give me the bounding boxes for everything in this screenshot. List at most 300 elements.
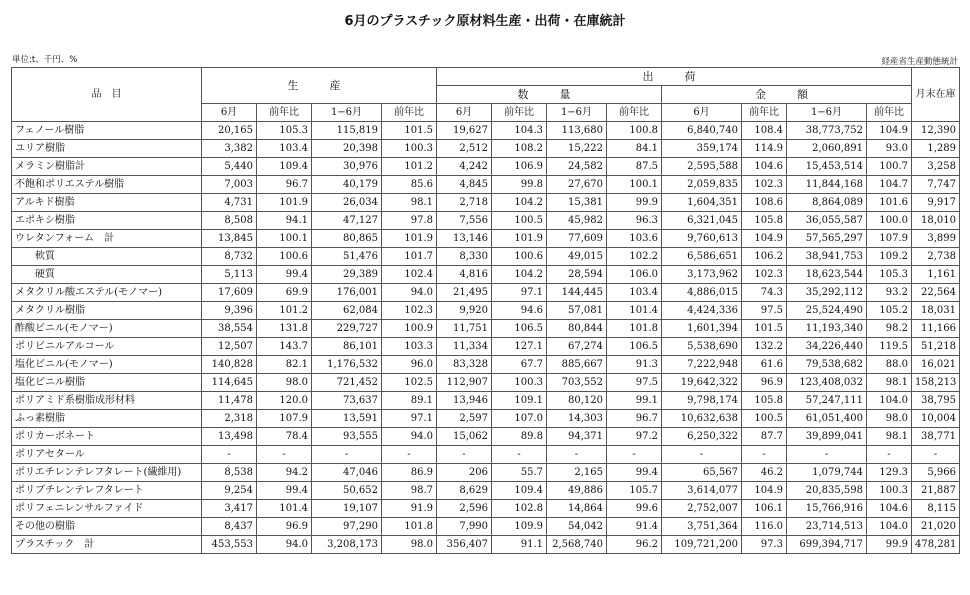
table-cell: 102.4 bbox=[382, 266, 437, 284]
row-item-name: 塩化ビニル樹脂 bbox=[12, 374, 202, 392]
table-cell: 703,552 bbox=[547, 374, 607, 392]
table-row bbox=[12, 500, 960, 518]
table-cell: 106.0 bbox=[607, 266, 662, 284]
table-cell: 57,565,297 bbox=[787, 230, 867, 248]
table-cell: 8,864,089 bbox=[787, 194, 867, 212]
row-item-name: メタクリル酸エステル(モノマー) bbox=[12, 284, 202, 302]
table-cell: 86.9 bbox=[382, 464, 437, 482]
table-cell: 94.2 bbox=[257, 464, 312, 482]
header-amount: 金 額 bbox=[662, 86, 912, 104]
table-cell: 98.7 bbox=[382, 482, 437, 500]
table-cell: 99.6 bbox=[607, 500, 662, 518]
table-cell: 109.2 bbox=[867, 248, 912, 266]
table-cell: 100.3 bbox=[382, 140, 437, 158]
table-cell: 98.0 bbox=[382, 536, 437, 554]
row-item-name: 硬質 bbox=[12, 266, 202, 284]
table-cell: 99.1 bbox=[607, 392, 662, 410]
table-row bbox=[12, 374, 960, 392]
table-cell: 21,020 bbox=[912, 518, 960, 536]
table-cell: 2,568,740 bbox=[547, 536, 607, 554]
table-cell: 80,865 bbox=[312, 230, 382, 248]
table-cell: 7,222,948 bbox=[662, 356, 742, 374]
table-cell: 3,258 bbox=[912, 158, 960, 176]
table-cell: 101.5 bbox=[382, 122, 437, 140]
table-cell: 105.3 bbox=[867, 266, 912, 284]
unit-note: 単位:t、千円、% bbox=[12, 55, 78, 65]
header-prod-ytd-yoy: 前年比 bbox=[382, 104, 437, 122]
table-cell: 478,281 bbox=[912, 536, 960, 554]
table-cell: 8,629 bbox=[437, 482, 492, 500]
table-cell: 97.8 bbox=[382, 212, 437, 230]
table-cell: 87.7 bbox=[742, 428, 787, 446]
table-cell: 96.0 bbox=[382, 356, 437, 374]
row-item-name: その他の樹脂 bbox=[12, 518, 202, 536]
table-cell: 105.8 bbox=[742, 392, 787, 410]
table-cell: 100.0 bbox=[867, 212, 912, 230]
table-cell: 65,567 bbox=[662, 464, 742, 482]
table-cell: 114,645 bbox=[202, 374, 257, 392]
table-cell: 101.4 bbox=[257, 500, 312, 518]
table-cell: 9,798,174 bbox=[662, 392, 742, 410]
table-cell: 102.2 bbox=[607, 248, 662, 266]
table-cell: 106.5 bbox=[607, 338, 662, 356]
table-cell: 8,437 bbox=[202, 518, 257, 536]
header-qty-month: 6月 bbox=[437, 104, 492, 122]
table-cell: - bbox=[382, 446, 437, 464]
table-cell: 100.5 bbox=[492, 212, 547, 230]
table-cell: 100.1 bbox=[607, 176, 662, 194]
table-cell: 61,051,400 bbox=[787, 410, 867, 428]
table-cell: 97.1 bbox=[492, 284, 547, 302]
table-cell: 93.0 bbox=[867, 140, 912, 158]
table-cell: 18,010 bbox=[912, 212, 960, 230]
table-cell: 96.9 bbox=[742, 374, 787, 392]
table-cell: 67.7 bbox=[492, 356, 547, 374]
table-cell: 144,445 bbox=[547, 284, 607, 302]
table-cell: 109.4 bbox=[257, 158, 312, 176]
table-cell: 69.9 bbox=[257, 284, 312, 302]
table-cell: 1,604,351 bbox=[662, 194, 742, 212]
table-cell: - bbox=[257, 446, 312, 464]
table-row bbox=[12, 266, 960, 284]
table-cell: 107.9 bbox=[257, 410, 312, 428]
table-cell: 4,242 bbox=[437, 158, 492, 176]
table-cell: 102.8 bbox=[492, 500, 547, 518]
table-cell: 85.6 bbox=[382, 176, 437, 194]
table-cell: - bbox=[787, 446, 867, 464]
table-cell: 5,440 bbox=[202, 158, 257, 176]
header-prod-month: 6月 bbox=[202, 104, 257, 122]
header-shipment: 出 荷 bbox=[437, 68, 912, 86]
table-cell: 13,946 bbox=[437, 392, 492, 410]
table-cell: 98.0 bbox=[867, 410, 912, 428]
table-row bbox=[12, 302, 960, 320]
table-cell: 55.7 bbox=[492, 464, 547, 482]
header-stock: 月末在庫 bbox=[912, 68, 960, 122]
table-cell: 101.7 bbox=[382, 248, 437, 266]
table-cell: 101.8 bbox=[382, 518, 437, 536]
table-cell: 115,819 bbox=[312, 122, 382, 140]
table-cell: 21,495 bbox=[437, 284, 492, 302]
table-cell: 20,398 bbox=[312, 140, 382, 158]
table-cell: 100.3 bbox=[867, 482, 912, 500]
table-row bbox=[12, 212, 960, 230]
table-cell: 38,554 bbox=[202, 320, 257, 338]
table-cell: 3,417 bbox=[202, 500, 257, 518]
row-item-name: エポキシ樹脂 bbox=[12, 212, 202, 230]
table-cell: 699,394,717 bbox=[787, 536, 867, 554]
table-cell: 11,334 bbox=[437, 338, 492, 356]
table-cell: 24,582 bbox=[547, 158, 607, 176]
table-cell: 97.5 bbox=[607, 374, 662, 392]
table-cell: 7,556 bbox=[437, 212, 492, 230]
table-cell: 104.9 bbox=[742, 482, 787, 500]
table-cell: 2,318 bbox=[202, 410, 257, 428]
table-cell: 91.3 bbox=[607, 356, 662, 374]
header-production: 生 産 bbox=[202, 68, 437, 104]
table-cell: 359,174 bbox=[662, 140, 742, 158]
table-cell: 119.5 bbox=[867, 338, 912, 356]
row-item-name: 塩化ビニル(モノマー) bbox=[12, 356, 202, 374]
table-cell: 104.3 bbox=[492, 122, 547, 140]
table-cell: 5,113 bbox=[202, 266, 257, 284]
table-cell: 97.2 bbox=[607, 428, 662, 446]
table-cell: 10,004 bbox=[912, 410, 960, 428]
source-note: 経産省生産動態統計 bbox=[881, 57, 958, 67]
table-cell: 46.2 bbox=[742, 464, 787, 482]
row-item-name: ポリアセタール bbox=[12, 446, 202, 464]
table-cell: - bbox=[662, 446, 742, 464]
table-cell: 7,003 bbox=[202, 176, 257, 194]
table-cell: 140,828 bbox=[202, 356, 257, 374]
table-cell: 89.8 bbox=[492, 428, 547, 446]
table-cell: 104.7 bbox=[867, 176, 912, 194]
table-cell: 2,718 bbox=[437, 194, 492, 212]
table-cell: 83,328 bbox=[437, 356, 492, 374]
table-cell: 39,899,041 bbox=[787, 428, 867, 446]
table-cell: 18,623,544 bbox=[787, 266, 867, 284]
table-row bbox=[12, 176, 960, 194]
table-cell: 67,274 bbox=[547, 338, 607, 356]
table-cell: - bbox=[547, 446, 607, 464]
table-cell: 102.3 bbox=[382, 302, 437, 320]
header-prod-ytd: 1−6月 bbox=[312, 104, 382, 122]
table-cell: 3,899 bbox=[912, 230, 960, 248]
table-cell: 176,001 bbox=[312, 284, 382, 302]
table-cell: 25,524,490 bbox=[787, 302, 867, 320]
table-cell: 8,330 bbox=[437, 248, 492, 266]
table-cell: 7,747 bbox=[912, 176, 960, 194]
table-cell: 11,193,340 bbox=[787, 320, 867, 338]
row-item-name: ポリエチレンテレフタレート(繊維用) bbox=[12, 464, 202, 482]
table-cell: 106.5 bbox=[492, 320, 547, 338]
header-item: 品 目 bbox=[12, 68, 202, 122]
table-cell: 2,752,007 bbox=[662, 500, 742, 518]
table-row bbox=[12, 140, 960, 158]
table-cell: 94.0 bbox=[382, 284, 437, 302]
table-cell: 98.2 bbox=[867, 320, 912, 338]
table-cell: 2,595,588 bbox=[662, 158, 742, 176]
header-amt-ytd-yoy: 前年比 bbox=[867, 104, 912, 122]
table-cell: 45,982 bbox=[547, 212, 607, 230]
table-cell: 12,390 bbox=[912, 122, 960, 140]
table-row bbox=[12, 446, 960, 464]
table-cell: 143.7 bbox=[257, 338, 312, 356]
table-cell: 15,381 bbox=[547, 194, 607, 212]
table-cell: 78.4 bbox=[257, 428, 312, 446]
table-cell: 47,046 bbox=[312, 464, 382, 482]
table-cell: 112,907 bbox=[437, 374, 492, 392]
table-cell: 97.3 bbox=[742, 536, 787, 554]
table-cell: 80,844 bbox=[547, 320, 607, 338]
table-cell: 84.1 bbox=[607, 140, 662, 158]
table-cell: 108.2 bbox=[492, 140, 547, 158]
table-cell: 6,586,651 bbox=[662, 248, 742, 266]
table-cell: 93.2 bbox=[867, 284, 912, 302]
table-cell: 51,218 bbox=[912, 338, 960, 356]
row-item-name: アルキド樹脂 bbox=[12, 194, 202, 212]
table-cell: 6,840,740 bbox=[662, 122, 742, 140]
header-amt-month: 6月 bbox=[662, 104, 742, 122]
table-cell: 20,165 bbox=[202, 122, 257, 140]
table-cell: 6,250,322 bbox=[662, 428, 742, 446]
row-item-name: ポリカーボネート bbox=[12, 428, 202, 446]
table-cell: 86,101 bbox=[312, 338, 382, 356]
table-row bbox=[12, 482, 960, 500]
table-cell: 104.0 bbox=[867, 518, 912, 536]
table-cell: 96.3 bbox=[607, 212, 662, 230]
table-cell: 13,146 bbox=[437, 230, 492, 248]
table-cell: 27,670 bbox=[547, 176, 607, 194]
table-cell: 113,680 bbox=[547, 122, 607, 140]
table-cell: 10,632,638 bbox=[662, 410, 742, 428]
table-cell: 61.6 bbox=[742, 356, 787, 374]
row-item-name: ポリフェニレンサルファイド bbox=[12, 500, 202, 518]
table-cell: 100.1 bbox=[257, 230, 312, 248]
table-cell: 101.4 bbox=[607, 302, 662, 320]
table-cell: 101.9 bbox=[492, 230, 547, 248]
table-cell: 97,290 bbox=[312, 518, 382, 536]
table-cell: 19,627 bbox=[437, 122, 492, 140]
table-cell: 127.1 bbox=[492, 338, 547, 356]
table-cell: 17,609 bbox=[202, 284, 257, 302]
table-cell: 18,031 bbox=[912, 302, 960, 320]
table-cell: 99.4 bbox=[257, 266, 312, 284]
table-cell: 114.9 bbox=[742, 140, 787, 158]
table-cell: 103.6 bbox=[607, 230, 662, 248]
table-cell: 100.9 bbox=[382, 320, 437, 338]
row-item-name: ポリブチレンテレフタレート bbox=[12, 482, 202, 500]
table-cell: 101.2 bbox=[382, 158, 437, 176]
table-cell: 51,476 bbox=[312, 248, 382, 266]
table-cell: 101.5 bbox=[742, 320, 787, 338]
table-cell: 54,042 bbox=[547, 518, 607, 536]
table-cell: 107.9 bbox=[867, 230, 912, 248]
header-qty-yoy: 前年比 bbox=[492, 104, 547, 122]
table-cell: 108.6 bbox=[742, 194, 787, 212]
table-cell: 109.1 bbox=[492, 392, 547, 410]
table-cell: 2,060,891 bbox=[787, 140, 867, 158]
table-cell: 35,292,112 bbox=[787, 284, 867, 302]
table-cell: 108.4 bbox=[742, 122, 787, 140]
row-item-name: ふっ素樹脂 bbox=[12, 410, 202, 428]
table-cell: 100.3 bbox=[492, 374, 547, 392]
table-cell: 3,382 bbox=[202, 140, 257, 158]
table-cell: 13,498 bbox=[202, 428, 257, 446]
table-cell: 9,920 bbox=[437, 302, 492, 320]
table-cell: 6,321,045 bbox=[662, 212, 742, 230]
table-cell: 2,738 bbox=[912, 248, 960, 266]
header-amt-ytd: 1−6月 bbox=[787, 104, 867, 122]
table-cell: 14,864 bbox=[547, 500, 607, 518]
table-cell: 106.2 bbox=[742, 248, 787, 266]
table-cell: 356,407 bbox=[437, 536, 492, 554]
header-qty-ytd: 1−6月 bbox=[547, 104, 607, 122]
table-row bbox=[12, 338, 960, 356]
table-cell: 109,721,200 bbox=[662, 536, 742, 554]
table-cell: 104.9 bbox=[867, 122, 912, 140]
table-cell: 49,015 bbox=[547, 248, 607, 266]
table-cell: 57,081 bbox=[547, 302, 607, 320]
table-cell: 106.1 bbox=[742, 500, 787, 518]
table-cell: 123,408,032 bbox=[787, 374, 867, 392]
table-cell: 94.0 bbox=[382, 428, 437, 446]
table-cell: 206 bbox=[437, 464, 492, 482]
table-cell: - bbox=[867, 446, 912, 464]
table-cell: 8,115 bbox=[912, 500, 960, 518]
table-cell: 109.9 bbox=[492, 518, 547, 536]
table-cell: 82.1 bbox=[257, 356, 312, 374]
table-cell: 105.2 bbox=[867, 302, 912, 320]
table-cell: 89.1 bbox=[382, 392, 437, 410]
table-cell: 3,614,077 bbox=[662, 482, 742, 500]
table-cell: 2,512 bbox=[437, 140, 492, 158]
table-cell: 98.1 bbox=[867, 374, 912, 392]
table-cell: 100.7 bbox=[867, 158, 912, 176]
table-cell: 229,727 bbox=[312, 320, 382, 338]
table-cell: 40,179 bbox=[312, 176, 382, 194]
table-cell: 9,254 bbox=[202, 482, 257, 500]
table-cell: 15,453,514 bbox=[787, 158, 867, 176]
table-cell: 102.3 bbox=[742, 176, 787, 194]
table-cell: 50,652 bbox=[312, 482, 382, 500]
table-cell: 721,452 bbox=[312, 374, 382, 392]
table-cell: 8,538 bbox=[202, 464, 257, 482]
table-cell: - bbox=[607, 446, 662, 464]
table-cell: 96.7 bbox=[257, 176, 312, 194]
table-row bbox=[12, 518, 960, 536]
table-cell: 28,594 bbox=[547, 266, 607, 284]
row-item-name: メラミン樹脂計 bbox=[12, 158, 202, 176]
row-item-name: 酢酸ビニル(モノマー) bbox=[12, 320, 202, 338]
table-cell: 97.1 bbox=[382, 410, 437, 428]
table-cell: 129.3 bbox=[867, 464, 912, 482]
table-cell: 15,062 bbox=[437, 428, 492, 446]
row-item-name: 軟質 bbox=[12, 248, 202, 266]
table-cell: 22,564 bbox=[912, 284, 960, 302]
table-cell: 1,289 bbox=[912, 140, 960, 158]
table-cell: 99.9 bbox=[607, 194, 662, 212]
table-cell: 2,596 bbox=[437, 500, 492, 518]
table-cell: 104.2 bbox=[492, 266, 547, 284]
table-cell: 4,845 bbox=[437, 176, 492, 194]
table-cell: 11,478 bbox=[202, 392, 257, 410]
table-cell: 1,601,394 bbox=[662, 320, 742, 338]
table-cell: 9,396 bbox=[202, 302, 257, 320]
table-cell: 91.4 bbox=[607, 518, 662, 536]
table-row bbox=[12, 248, 960, 266]
statistics-table bbox=[11, 67, 960, 554]
table-row bbox=[12, 428, 960, 446]
table-cell: 14,303 bbox=[547, 410, 607, 428]
table-cell: 11,166 bbox=[912, 320, 960, 338]
table-cell: 98.1 bbox=[867, 428, 912, 446]
table-row bbox=[12, 194, 960, 212]
row-item-name: 不飽和ポリエステル樹脂 bbox=[12, 176, 202, 194]
header-amt-yoy: 前年比 bbox=[742, 104, 787, 122]
table-cell: 21,887 bbox=[912, 482, 960, 500]
table-cell: 8,508 bbox=[202, 212, 257, 230]
row-item-name: メタクリル樹脂 bbox=[12, 302, 202, 320]
table-cell: - bbox=[742, 446, 787, 464]
table-cell: 100.6 bbox=[257, 248, 312, 266]
table-cell: 62,084 bbox=[312, 302, 382, 320]
table-cell: 105.3 bbox=[257, 122, 312, 140]
table-row bbox=[12, 320, 960, 338]
table-cell: 15,766,916 bbox=[787, 500, 867, 518]
table-cell: - bbox=[437, 446, 492, 464]
table-cell: 11,751 bbox=[437, 320, 492, 338]
table-cell: 99.4 bbox=[607, 464, 662, 482]
table-row bbox=[12, 410, 960, 428]
table-cell: 3,173,962 bbox=[662, 266, 742, 284]
table-cell: 96.7 bbox=[607, 410, 662, 428]
table-cell: 98.1 bbox=[382, 194, 437, 212]
table-cell: 30,976 bbox=[312, 158, 382, 176]
table-cell: 9,760,613 bbox=[662, 230, 742, 248]
table-cell: 29,389 bbox=[312, 266, 382, 284]
table-cell: 99.4 bbox=[257, 482, 312, 500]
table-cell: 104.0 bbox=[867, 392, 912, 410]
table-cell: 4,816 bbox=[437, 266, 492, 284]
table-cell: 79,538,682 bbox=[787, 356, 867, 374]
table-cell: 101.2 bbox=[257, 302, 312, 320]
table-cell: 94.0 bbox=[257, 536, 312, 554]
table-row bbox=[12, 464, 960, 482]
table-row bbox=[12, 284, 960, 302]
table-cell: 101.9 bbox=[382, 230, 437, 248]
table-cell: 38,795 bbox=[912, 392, 960, 410]
table-cell: 104.6 bbox=[742, 158, 787, 176]
row-item-name: フェノール樹脂 bbox=[12, 122, 202, 140]
table-cell: 1,161 bbox=[912, 266, 960, 284]
table-cell: 20,835,598 bbox=[787, 482, 867, 500]
table-cell: 101.9 bbox=[257, 194, 312, 212]
table-cell: 103.3 bbox=[382, 338, 437, 356]
table-cell: 87.5 bbox=[607, 158, 662, 176]
table-cell: 13,591 bbox=[312, 410, 382, 428]
table-cell: 77,609 bbox=[547, 230, 607, 248]
table-cell: 96.9 bbox=[257, 518, 312, 536]
table-cell: 103.4 bbox=[607, 284, 662, 302]
table-cell: 105.8 bbox=[742, 212, 787, 230]
table-cell: 3,751,364 bbox=[662, 518, 742, 536]
table-cell: 105.7 bbox=[607, 482, 662, 500]
table-cell: 116.0 bbox=[742, 518, 787, 536]
table-cell: 100.5 bbox=[742, 410, 787, 428]
table-cell: - bbox=[202, 446, 257, 464]
table-cell: 4,886,015 bbox=[662, 284, 742, 302]
